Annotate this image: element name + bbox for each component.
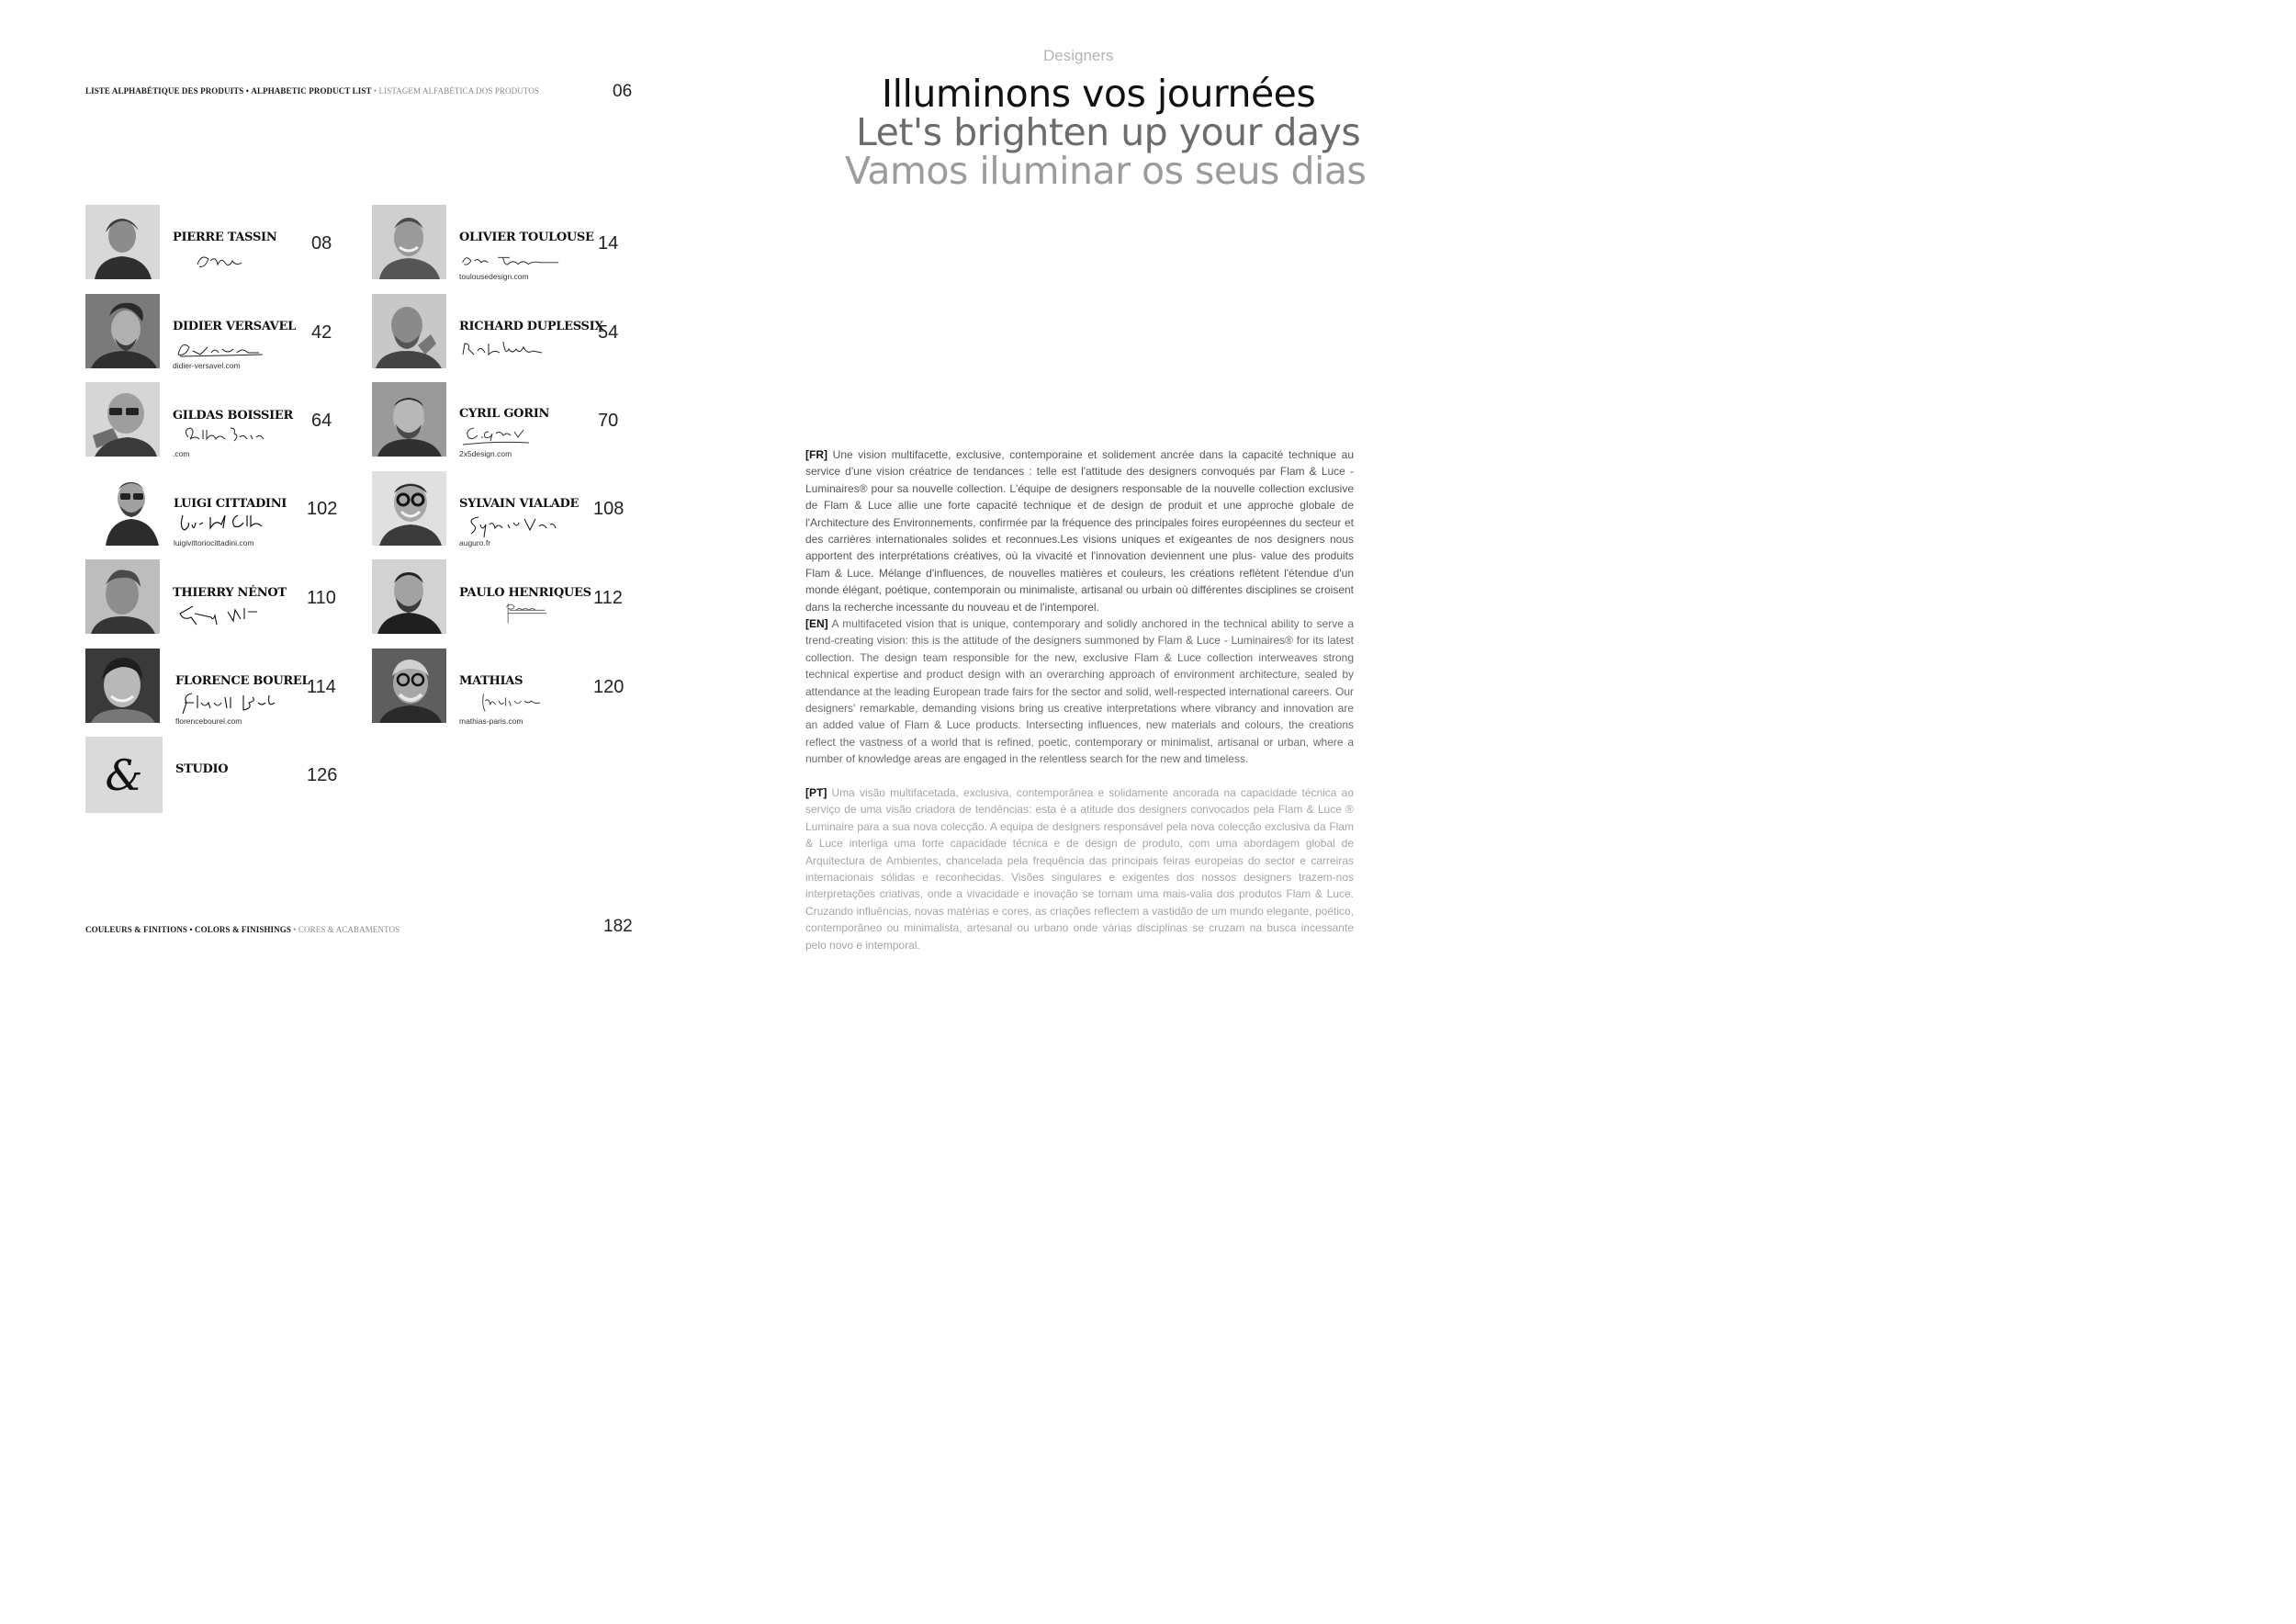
signature-image	[188, 248, 289, 274]
designer-name: SYLVAIN VIALADE	[459, 497, 580, 511]
designer-photo	[372, 559, 446, 634]
colors-list-line[interactable]	[85, 925, 400, 934]
product-list-page-number[interactable]: 06	[613, 82, 633, 101]
colors-list-page-number[interactable]: 182	[603, 917, 633, 936]
designer-photo	[372, 471, 446, 546]
designer-name: CYRIL GORIN	[459, 407, 550, 421]
designer-name: DIDIER VERSAVEL	[173, 320, 296, 333]
designer-page-number[interactable]: 110	[307, 588, 336, 608]
designer-name: LUIGI CITTADINI	[174, 497, 287, 511]
designer-photo	[85, 559, 160, 634]
signature-image	[177, 510, 278, 536]
designer-photo	[85, 382, 160, 457]
paragraph-text: Uma visão multifacetada, exclusiva, contemporânea e solidamente ancorada na capacidade técnica ao serviço de uma visão criadora de tendências: esta é a atitude dos designers convocados pela Flam & Luce ® Luminaire para a sua nova colecção. A equipa de designers responsável pela nova colecção exclusiva da Flam & Luce interliga uma forte capacidade técnica e de design de produto, com uma abordagem global de Arquitectura de Ambientes, chancelada pela frequência das principais feiras europeias do sector e carreiras internacionais sólidas e reconhecidas. Visões singulares e exigentes dos nossos designers trazem-nos interpretações criativas, onde a vivacidade e inovação se tornam uma mais-valia dos produtos Flam & Luce. Cruzando influências, novas matérias e cores, as criações reflectem a vastidão de um mundo elegante, poético, contemporâneo ou minimalista, artesanal ou urbano onde várias disciplinas se cruzam na busca incessante pelo novo e intemporal.	[805, 786, 1354, 952]
designer-photo	[85, 294, 160, 368]
signature-image	[174, 601, 276, 626]
colors-list-pt: CORES & ACABAMENTOS	[298, 925, 400, 934]
title-en: Let's brighten up your days	[856, 110, 1361, 154]
designer-photo	[85, 205, 160, 279]
product-list-pt: LISTAGEM ALFABÉTICA DOS PRODUTOS	[378, 86, 539, 96]
title-fr: Illuminons vos journées	[882, 72, 1316, 116]
bullet: •	[293, 925, 297, 934]
designer-name: PAULO HENRIQUES	[459, 586, 591, 600]
designer-photo	[372, 205, 446, 279]
designer-page-number[interactable]: 114	[307, 677, 336, 697]
designer-page-number[interactable]: 54	[598, 322, 619, 343]
title-pt: Vamos iluminar os seus dias	[845, 149, 1367, 193]
designer-name: GILDAS BOISSIER	[173, 409, 294, 423]
product-list-fr: LISTE ALPHABÉTIQUE DES PRODUITS	[85, 86, 244, 96]
designer-page-number[interactable]: 42	[311, 322, 332, 343]
bullet: •	[189, 925, 193, 934]
paragraph-fr	[805, 446, 1354, 615]
signature-image	[464, 512, 565, 537]
colors-list-fr: COULEURS & FINITIONS	[85, 925, 188, 934]
designer-page-number[interactable]: 112	[593, 588, 623, 608]
product-list-en: ALPHABETIC PRODUCT LIST	[251, 86, 372, 96]
language-tag: [PT]	[805, 786, 827, 799]
designer-website[interactable]: mathias-paris.com	[459, 716, 523, 726]
designer-website[interactable]: toulousedesign.com	[459, 272, 529, 281]
colors-list-en: COLORS & FINISHINGS	[195, 925, 291, 934]
designer-website[interactable]: luigivittoriocittadini.com	[174, 538, 254, 547]
designer-website[interactable]: auguro.fr	[459, 538, 491, 547]
designer-photo	[372, 294, 446, 368]
designer-page-number[interactable]: 102	[307, 499, 338, 519]
paragraph-text: Une vision multifacette, exclusive, contemporaine et solidement ancrée dans la capacité technique au service d'une vision créatrice de tendances : telle est l'attitude des designers convoqués par Flam & Luce - Luminaires® pour sa nouvelle collection. L'équipe de designers responsable de la nouvelle collection exclusive de Flam & Luce allie une forte capacité technique et de design de produit et une approche globale de l'Architecture des Environnements, confirmée par la fréquence des principales foires européennes du secteur et des carrières internationales solides et reconnues.Les visions uniques et exigeantes de nos designers nous apportent des interprétations créatives, où la vivacité et l'innovation deviennent une plus- value des produits Flam & Luce. Mélange d'influences, de nouvelles matières et couleurs, les créations reflètent l'étendue d'un monde élégant, poétique, contemporain ou minimaliste, artisanal ou urbain où différentes disciplines se croisent dans la recherche incessante du nouveau et de l'intemporel.	[805, 448, 1354, 614]
bullet: •	[373, 86, 377, 96]
section-label: Designers	[1043, 47, 1114, 64]
designer-page-number[interactable]: 126	[307, 765, 338, 785]
designer-page-number[interactable]: 08	[311, 233, 332, 254]
designer-photo	[85, 648, 160, 723]
designer-name: THIERRY NÉNOT	[173, 586, 287, 600]
designer-page-number[interactable]: 70	[598, 411, 619, 431]
signature-image	[179, 690, 280, 716]
signature-image	[459, 248, 560, 274]
designer-photo	[85, 471, 160, 546]
designer-name: MATHIAS	[459, 674, 523, 688]
designer-name: PIERRE TASSIN	[173, 231, 277, 244]
designer-website[interactable]: 2x5design.com	[459, 449, 512, 458]
signature-image	[459, 421, 560, 446]
signature-image	[179, 423, 280, 448]
designer-website[interactable]: .com	[173, 449, 190, 458]
language-tag: [FR]	[805, 448, 827, 461]
paragraph-pt	[805, 784, 1354, 953]
product-list-line[interactable]	[85, 86, 539, 96]
paragraph-text: A multifaceted vision that is unique, contemporary and solidly anchored in the technical ability to serve a trend-creating vision: this is the attitude of the designers summoned by Flam & Luce - Luminaires® for its latest collection. The design team responsible for the new, exclusive Flam & Luce collection interweaves strong technical expertise and product design with an overarching approach of environment architecture, sealed by attendance at the leading European trade fairs for the sector and solid, well-respected international careers. Our designers' remarkable, demanding visions bring us creative interpretations where vibrancy and innovation are an added value of Flam & Luce products. Intersecting influences, new materials and colours, the creations reflect the vastness of a world that is refined, poetic, contemporary or minimalist, artisanal or urban, where a number of knowledge areas are engaged in the relentless search for the new and timeless.	[805, 617, 1355, 766]
designer-website[interactable]: didier-versavel.com	[173, 361, 241, 370]
studio-logo	[85, 737, 163, 813]
signature-image	[478, 599, 579, 625]
designer-page-number[interactable]: 14	[598, 233, 619, 254]
designer-photo	[372, 382, 446, 457]
paragraph-en	[805, 615, 1354, 768]
signature-image	[459, 336, 560, 362]
designer-name: OLIVIER TOULOUSE	[459, 231, 594, 244]
bullet: •	[245, 86, 250, 96]
designer-page-number[interactable]: 108	[593, 499, 625, 519]
designer-photo	[372, 648, 446, 723]
designer-name: FLORENCE BOUREL	[175, 674, 310, 688]
designer-website[interactable]: florencebourel.com	[175, 716, 242, 726]
designer-name: STUDIO	[175, 762, 229, 776]
signature-image	[464, 689, 565, 715]
language-tag: [EN]	[805, 617, 828, 630]
designer-page-number[interactable]: 120	[593, 677, 625, 697]
designer-page-number[interactable]: 64	[311, 411, 332, 431]
ampersand-icon: &	[105, 750, 143, 800]
signature-image	[174, 336, 276, 362]
designer-name: RICHARD DUPLESSIX	[459, 320, 604, 333]
